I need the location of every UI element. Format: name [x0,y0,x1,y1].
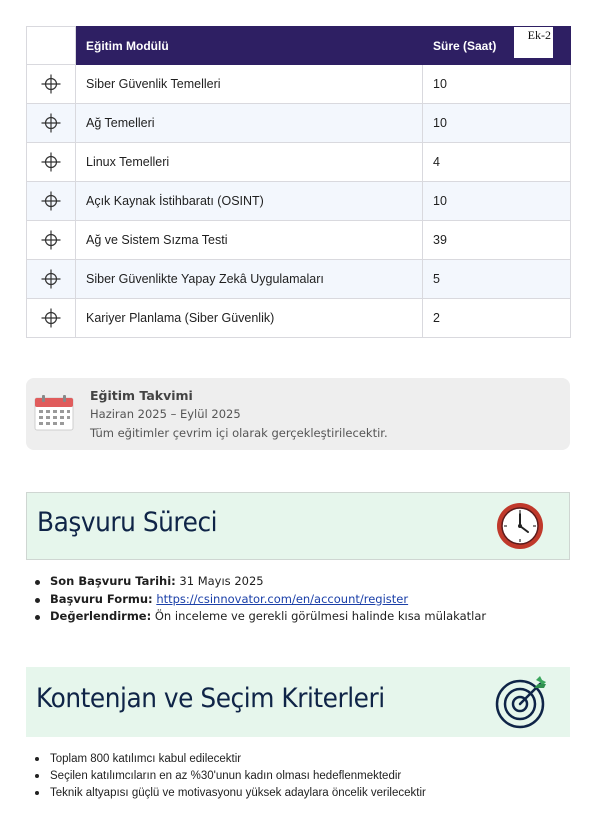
row-icon-cell [27,143,76,182]
application-details-list [26,573,593,626]
table-header-row [27,27,571,65]
quota-heading: Kontenjan ve Seçim Kriterleri [36,683,385,714]
row-icon-cell [27,104,76,143]
module-hours-cell: 2 [423,299,571,338]
row-icon-cell [27,182,76,221]
registration-link[interactable]: https://csinnovator.com/en/account/register [156,591,409,606]
crosshair-icon [41,152,61,172]
crosshair-icon [41,74,61,94]
module-hours-cell: 10 [423,182,571,221]
table-row [27,299,571,338]
form-label: Başvuru Formu: [50,591,153,606]
header-module: Eğitim Modülü [76,27,423,65]
list-item [50,591,593,609]
table-row [27,65,571,104]
crosshair-icon [41,113,61,133]
table-header-corner [27,27,76,65]
module-hours-cell: 5 [423,260,571,299]
header-duration: Süre (Saat) [423,27,571,65]
quota-section-header [26,667,570,737]
application-section-header [26,492,570,560]
schedule-dates: Haziran 2025 – Eylül 2025 [90,407,241,421]
calendar-icon [34,394,74,432]
table-row [27,143,571,182]
table-row [27,104,571,143]
module-hours-cell: 39 [423,221,571,260]
module-name-cell: Kariyer Planlama (Siber Güvenlik) [76,299,423,338]
target-arrow-icon [494,674,550,730]
crosshair-icon [41,230,61,250]
module-name-cell: Siber Güvenlikte Yapay Zekâ Uygulamaları [76,260,423,299]
row-icon-cell [27,221,76,260]
deadline-label: Son Başvuru Tarihi: [50,574,176,588]
module-name-cell: Siber Güvenlik Temelleri [76,65,423,104]
module-name-cell: Açık Kaynak İstihbaratı (OSINT) [76,182,423,221]
row-icon-cell [27,299,76,338]
crosshair-icon [41,269,61,289]
table-row [27,221,571,260]
evaluation-value: Ön inceleme ve gerekli görülmesi halinde kısa mülakatlar [154,609,487,623]
schedule-note: Tüm eğitimler çevrim içi olarak gerçekleştirilecektir. [90,426,388,440]
crosshair-icon [41,191,61,211]
training-schedule-box [26,378,570,450]
list-item [50,573,593,591]
application-heading: Başvuru Süreci [37,507,218,538]
row-icon-cell [27,260,76,299]
table-row [27,260,571,299]
crosshair-icon [41,308,61,328]
annex-label: Ek-2 [514,27,553,58]
schedule-title: Eğitim Takvimi [90,388,193,403]
row-icon-cell [27,65,76,104]
training-module-table [26,26,571,338]
list-item: Toplam 800 katılımcı kabul edilecektir [50,751,593,768]
evaluation-label: Değerlendirme: [50,609,152,623]
module-hours-cell: 10 [423,65,571,104]
module-name-cell: Ağ Temelleri [76,104,423,143]
clock-icon [495,501,545,551]
module-hours-cell: 4 [423,143,571,182]
deadline-value: 31 Mayıs 2025 [179,574,264,588]
list-item: Teknik altyapısı güçlü ve motivasyonu yüksek adaylara öncelik verilecektir [50,785,593,802]
table-row [27,182,571,221]
list-item: Seçilen katılımcıların en az %30'unun kadın olması hedeflenmektedir [50,768,593,785]
module-name-cell: Linux Temelleri [76,143,423,182]
module-name-cell: Ağ ve Sistem Sızma Testi [76,221,423,260]
module-hours-cell: 10 [423,104,571,143]
list-item [50,608,593,626]
selection-criteria-list [26,751,593,802]
